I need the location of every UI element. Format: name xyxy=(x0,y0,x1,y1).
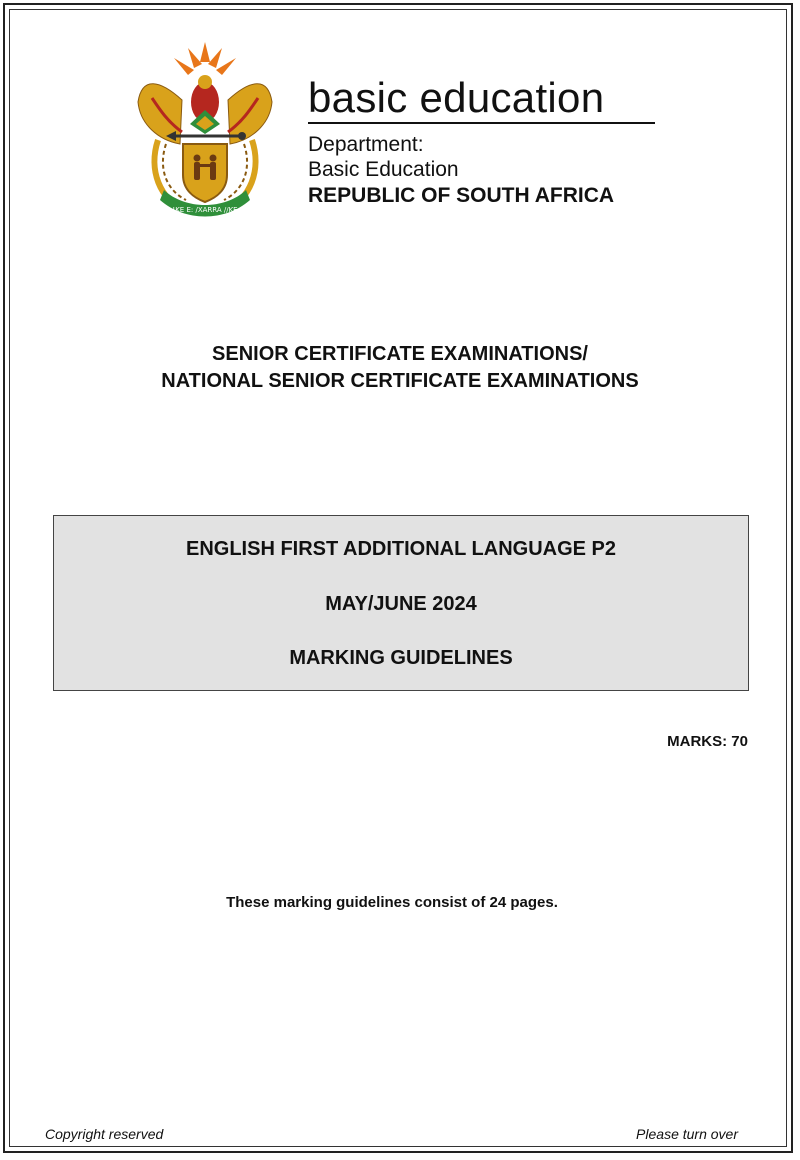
footer-copyright: Copyright reserved xyxy=(45,1126,164,1142)
crest-motto: !KE E: /XARRA //KE xyxy=(172,206,238,214)
page-count-note: These marking guidelines consist of 24 pages. xyxy=(226,894,558,911)
coat-of-arms-icon xyxy=(130,40,280,225)
country-name: REPUBLIC OF SOUTH AFRICA xyxy=(308,184,615,207)
total-marks: MARKS: 70 xyxy=(667,733,748,750)
document-type: MARKING GUIDELINES xyxy=(289,647,513,669)
subject-name: ENGLISH FIRST ADDITIONAL LANGUAGE P2 xyxy=(185,538,617,560)
footer-turn-over: Please turn over xyxy=(636,1126,738,1142)
subject-box xyxy=(53,515,749,691)
exam-session: MAY/JUNE 2024 xyxy=(325,593,477,615)
exam-title-line1: SENIOR CERTIFICATE EXAMINATIONS/ xyxy=(212,343,588,365)
exam-title-line2: NATIONAL SENIOR CERTIFICATE EXAMINATIONS xyxy=(161,370,639,392)
brand-name: basic education xyxy=(308,74,605,121)
department-branding xyxy=(308,72,658,209)
department-name: Basic Education xyxy=(308,158,459,181)
exam-title xyxy=(0,341,800,395)
department-label: Department: xyxy=(308,133,424,156)
